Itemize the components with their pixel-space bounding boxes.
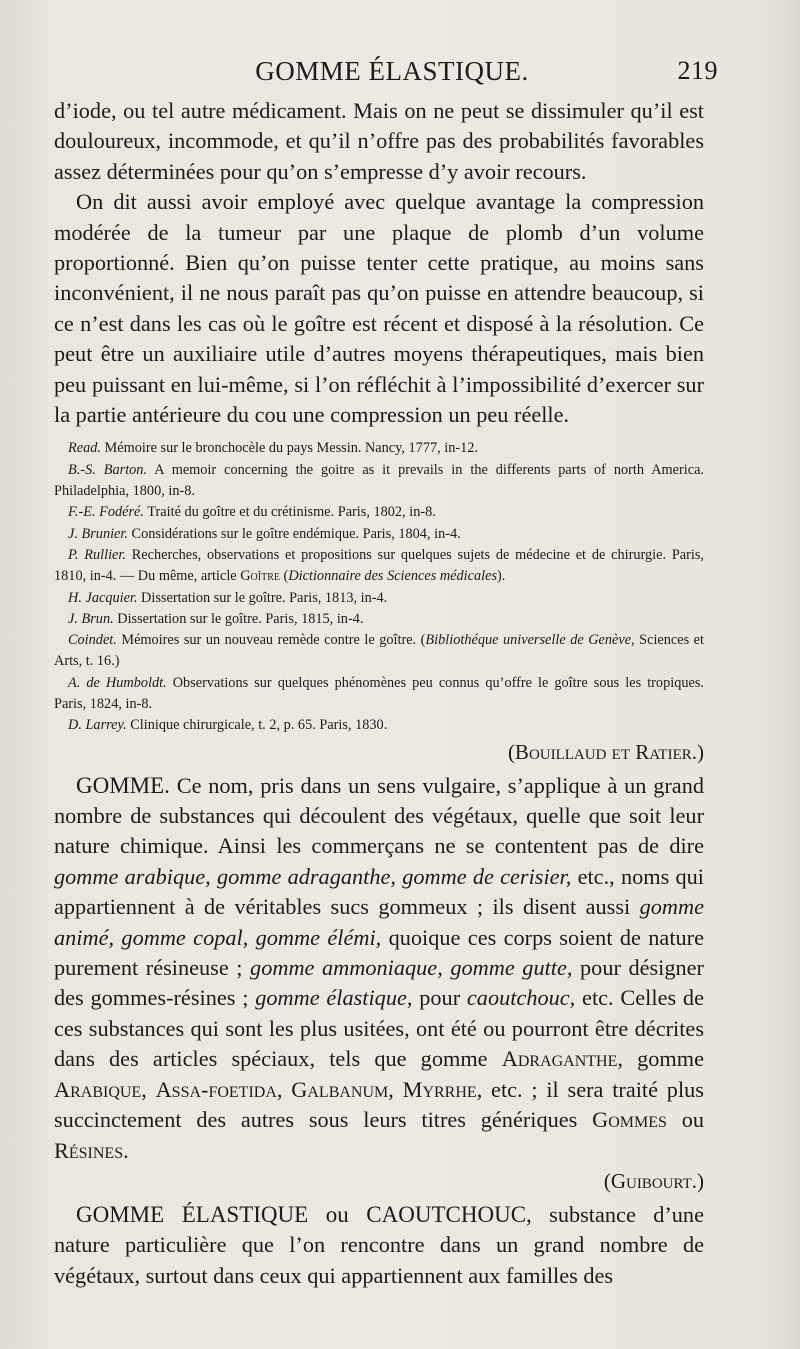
bib-author: B.-S. Barton. <box>68 461 148 478</box>
bib-author: D. Larrey. <box>68 717 127 734</box>
text-run: , etc. ; il sera traité plus succinctement des autres sous leurs titres génériques <box>54 1076 704 1133</box>
bib-text: Dissertation sur le goître. Paris, 1815, in-4. <box>113 610 364 627</box>
smallcaps-run: Galbanum <box>291 1076 389 1102</box>
bib-text: Clinique chirurgicale, t. 2, p. 65. Paris, 1830. <box>126 717 388 734</box>
bib-author: A. de Humboldt. <box>68 674 167 691</box>
entry-gomme <box>54 771 704 1166</box>
text-run: substance d’une nature particulière que l’on rencontre dans un grand nombre de végétaux, surtout dans ceux qui appartiennent aux familles des <box>54 1201 704 1288</box>
bib-text: Observations sur quelques phénomènes peu connus qu’offre le goître sous les tropiques. Paris, 1824, in-8. <box>54 674 704 713</box>
bib-text: Dissertation sur le goître. Paris, 1813, in-4. <box>137 589 388 606</box>
bib-author: P. Rullier. <box>68 546 126 563</box>
italic-run: gomme animé, gomme copal, gomme élémi, <box>54 894 704 950</box>
signature-bouillaud-ratier: (Bouillaud et Ratier.) <box>507 739 704 764</box>
italic-run: caoutchouc, <box>466 985 576 1011</box>
smallcaps-run: Adraganthe <box>501 1046 618 1072</box>
text-run: pour <box>412 985 467 1011</box>
text-run: , <box>276 1076 292 1102</box>
paragraph-compression: On dit aussi avoir employé avec quelque avantage la compression modérée de la tumeur par une plaque de plomb d’un volume proportionné. Bien qu’on puisse tenter cette pratique, au moins sans inconvénient, il ne nous paraît pas qu’on puisse en attendre beaucoup, si ce n’est dans les cas où le goître est récent et disposé à la résolution. Ce peut être un auxiliaire utile d’autres moyens thérapeutiques, mais bien peu puissant en lui-même, si l’on réfléchit à l’impossibilité d’exercer sur la partie antérieure du cou une compression un peu réelle. <box>54 189 704 428</box>
bib-author: Read. <box>68 440 101 457</box>
running-header <box>54 56 718 96</box>
text-run: , gomme <box>617 1046 705 1072</box>
text-run: etc. Celles de ces substances qui sont les plus usitées, ont été ou pourront être décrites dans des articles spéciaux, tels que gomme <box>54 985 704 1072</box>
bib-text: ). <box>497 568 506 585</box>
bib-text: Mémoires sur un nouveau remède contre le goître. ( <box>116 632 426 649</box>
text-run: , <box>388 1076 403 1102</box>
bib-author: Coindet. <box>68 632 117 649</box>
text-run: quoique ces corps soient de nature purement résineuse ; <box>54 924 704 981</box>
italic-run: gomme élastique, <box>255 985 413 1011</box>
bib-text: Traité du goître et du crétinisme. Paris, 1802, in-8. <box>143 504 436 521</box>
bib-text: , Sciences et Arts, t. 16.) <box>54 632 704 670</box>
italic-run: gomme ammoniaque, gomme gutte, <box>250 955 573 981</box>
bib-text: Considérations sur le goître endémique. Paris, 1804, in-4. <box>127 525 461 542</box>
bib-entry <box>54 609 704 630</box>
paragraph-continuation: d’iode, ou tel autre médicament. Mais on ne peut se dissimuler qu’il est douloureux, incommode, et qu’il n’offre pas des probabilités favorables assez déterminées pour qu’on s’empresse d’y avoir recours. <box>54 98 704 184</box>
bib-author: F.-E. Fodéré. <box>68 504 144 521</box>
italic-run: gomme arabique, gomme adraganthe, gomme de cerisier, <box>54 863 572 889</box>
bib-entry <box>54 673 704 716</box>
paragraph-gomme <box>54 771 704 1166</box>
smallcaps-run: Assa-foetida <box>155 1076 277 1102</box>
smallcaps-run: Myrrhe <box>402 1076 477 1102</box>
bib-author: J. Brunier. <box>68 525 128 542</box>
bib-text: Mémoire sur le bronchocèle du pays Messin. Nancy, 1777, in-12. <box>100 440 479 457</box>
text-run: , <box>141 1076 156 1102</box>
bib-author: H. Jacquier. <box>68 589 138 606</box>
bib-entry <box>54 588 704 609</box>
text-run: etc., noms qui appartiennent à de véritables sucs gommeux ; ils disent aussi <box>54 863 704 920</box>
bib-entry <box>54 460 704 503</box>
bib-italic: Dictionnaire des Sciences médicales <box>288 568 498 585</box>
text-run: . <box>123 1137 129 1163</box>
paragraph-caoutchouc <box>54 1200 704 1291</box>
page-number: 219 <box>677 56 718 85</box>
bib-text: A memoir concerning the goitre as it prevails in the differents parts of north America. Philadelphia, 1800, in-8. <box>54 461 704 500</box>
bib-entry <box>54 630 704 673</box>
main-text <box>54 96 704 430</box>
signature-guibourt: (Guibourt.) <box>603 1168 704 1193</box>
bib-entry <box>54 438 704 459</box>
entry-caoutchouc <box>54 1200 704 1291</box>
text-run: ou <box>666 1107 704 1133</box>
smallcaps-run: Gommes <box>592 1107 667 1133</box>
bib-entry <box>54 545 704 588</box>
bib-entry <box>54 524 704 545</box>
bib-text: ( <box>279 568 289 585</box>
text-run: pour désigner des gommes-résines ; <box>54 955 704 1011</box>
bib-entry <box>54 502 704 523</box>
bib-author: J. Brun. <box>68 610 114 627</box>
bib-smallcaps: Goître <box>240 568 280 585</box>
smallcaps-run: Résines <box>54 1137 124 1163</box>
bib-entry <box>54 715 704 736</box>
bib-text: Recherches, observations et propositions sur quelques sujets de médecine et de chirurgie. Paris, 1810, in-4. — Du même, article <box>54 546 704 585</box>
smallcaps-run: Arabique <box>54 1076 142 1102</box>
headword-gomme: GOMME. <box>76 772 170 798</box>
page-title: GOMME ÉLASTIQUE. <box>255 56 529 86</box>
text-run: Ce nom, pris dans un sens vulgaire, s’applique à un grand nombre de substances qui découlent des végétaux, quelle que soit leur nature chimique. Ainsi les commerçans ne se contentent pas de dire <box>54 772 704 859</box>
headword-caoutchouc: GOMME ÉLASTIQUE ou CAOUTCHOUC, <box>76 1201 532 1227</box>
bib-italic: Bibliothéque universelle de Genève <box>425 632 632 649</box>
bibliography <box>54 438 704 736</box>
